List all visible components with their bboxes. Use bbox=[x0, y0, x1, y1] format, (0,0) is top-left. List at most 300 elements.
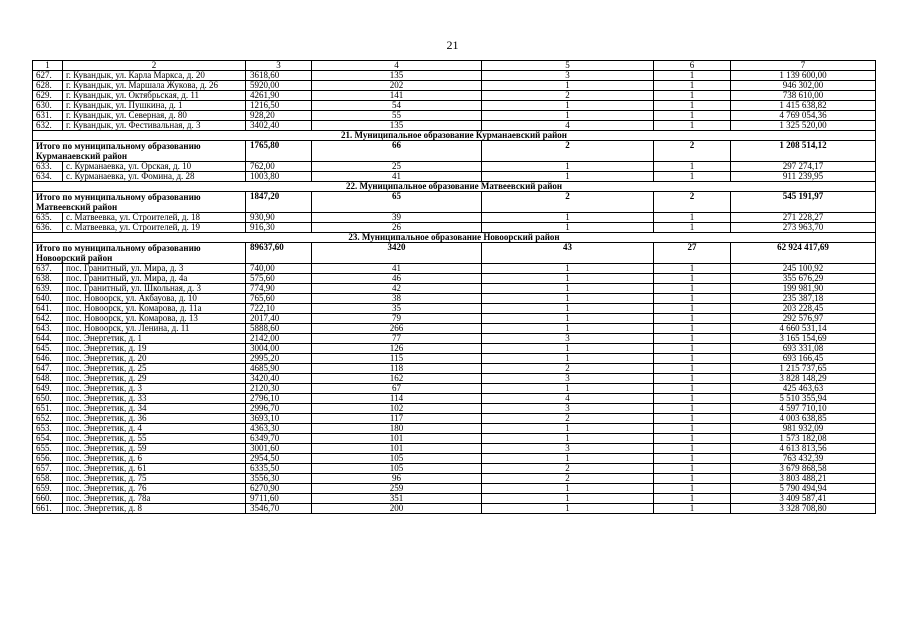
subtotal-row bbox=[33, 192, 876, 213]
residents-cell: 46 bbox=[312, 274, 482, 284]
table-row bbox=[33, 444, 876, 454]
residents-cell: 55 bbox=[312, 111, 482, 121]
residents-cell: 135 bbox=[312, 71, 482, 81]
table-row bbox=[33, 284, 876, 294]
table-row bbox=[33, 414, 876, 424]
col6-cell: 1 bbox=[654, 394, 731, 404]
row-number: 630. bbox=[33, 101, 63, 111]
cost-cell: 235 387,18 bbox=[731, 294, 876, 304]
cost-cell: 3 165 154,69 bbox=[731, 334, 876, 344]
residents-cell: 162 bbox=[312, 374, 482, 384]
cost-cell: 4 660 531,14 bbox=[731, 324, 876, 334]
col6-cell: 1 bbox=[654, 81, 731, 91]
address-cell: г. Кувандык, ул. Северная, д. 80 bbox=[63, 111, 246, 121]
total-col6: 2 bbox=[654, 141, 731, 162]
col6-cell: 1 bbox=[654, 504, 731, 514]
col5-cell: 1 bbox=[482, 101, 654, 111]
col6-cell: 1 bbox=[654, 264, 731, 274]
area-cell: 762,00 bbox=[246, 162, 312, 172]
row-number: 651. bbox=[33, 404, 63, 414]
cost-cell: 693 166,45 bbox=[731, 354, 876, 364]
col6-cell: 1 bbox=[654, 414, 731, 424]
residents-cell: 77 bbox=[312, 334, 482, 344]
col6-cell: 1 bbox=[654, 162, 731, 172]
area-cell: 4363,30 bbox=[246, 424, 312, 434]
subtotal-label: Итого по муниципальному образованию Матвеевский район bbox=[33, 192, 246, 213]
area-cell: 774,90 bbox=[246, 284, 312, 294]
row-number: 632. bbox=[33, 121, 63, 131]
address-cell: пос. Энергетик, д. 76 bbox=[63, 484, 246, 494]
column-number: 6 bbox=[654, 61, 731, 71]
row-number: 642. bbox=[33, 314, 63, 324]
residents-cell: 102 bbox=[312, 404, 482, 414]
col5-cell: 1 bbox=[482, 213, 654, 223]
residents-cell: 200 bbox=[312, 504, 482, 514]
cost-cell: 5 510 355,94 bbox=[731, 394, 876, 404]
col5-cell: 1 bbox=[482, 294, 654, 304]
col5-cell: 1 bbox=[482, 324, 654, 334]
col6-cell: 1 bbox=[654, 111, 731, 121]
table-row bbox=[33, 334, 876, 344]
cost-cell: 1 325 520,00 bbox=[731, 121, 876, 131]
address-cell: с. Матвеевка, ул. Строителей, д. 19 bbox=[63, 223, 246, 233]
row-number: 659. bbox=[33, 484, 63, 494]
col6-cell: 1 bbox=[654, 71, 731, 81]
address-cell: пос. Гранитный, ул. Мира, д. 4а bbox=[63, 274, 246, 284]
residents-cell: 105 bbox=[312, 464, 482, 474]
cost-cell: 199 981,90 bbox=[731, 284, 876, 294]
total-area: 89637,60 bbox=[246, 243, 312, 264]
residents-cell: 118 bbox=[312, 364, 482, 374]
col5-cell: 1 bbox=[482, 484, 654, 494]
table-row bbox=[33, 354, 876, 364]
row-number: 637. bbox=[33, 264, 63, 274]
column-number: 5 bbox=[482, 61, 654, 71]
col5-cell: 2 bbox=[482, 364, 654, 374]
col5-cell: 1 bbox=[482, 384, 654, 394]
row-number: 634. bbox=[33, 172, 63, 182]
area-cell: 930,90 bbox=[246, 213, 312, 223]
col6-cell: 1 bbox=[654, 484, 731, 494]
table-row bbox=[33, 494, 876, 504]
table-row bbox=[33, 314, 876, 324]
residents-cell: 266 bbox=[312, 324, 482, 334]
row-number: 655. bbox=[33, 444, 63, 454]
cost-cell: 292 576,97 bbox=[731, 314, 876, 324]
cost-cell: 3 803 488,21 bbox=[731, 474, 876, 484]
subtotal-row bbox=[33, 243, 876, 264]
address-cell: г. Кувандык, ул. Маршала Жукова, д. 26 bbox=[63, 81, 246, 91]
residents-cell: 101 bbox=[312, 434, 482, 444]
residents-cell: 35 bbox=[312, 304, 482, 314]
cost-cell: 911 239,95 bbox=[731, 172, 876, 182]
col5-cell: 1 bbox=[482, 504, 654, 514]
table-row bbox=[33, 394, 876, 404]
col5-cell: 1 bbox=[482, 314, 654, 324]
row-number: 658. bbox=[33, 474, 63, 484]
col5-cell: 3 bbox=[482, 444, 654, 454]
area-cell: 9711,60 bbox=[246, 494, 312, 504]
section-heading-row bbox=[33, 182, 876, 192]
area-cell: 2996,70 bbox=[246, 404, 312, 414]
section-heading-row bbox=[33, 131, 876, 141]
table-body bbox=[33, 61, 876, 514]
col6-cell: 1 bbox=[654, 364, 731, 374]
col5-cell: 4 bbox=[482, 121, 654, 131]
area-cell: 740,00 bbox=[246, 264, 312, 274]
row-number: 648. bbox=[33, 374, 63, 384]
table-row bbox=[33, 464, 876, 474]
table-row bbox=[33, 474, 876, 484]
address-cell: с. Курманаевка, ул. Фомина, д. 28 bbox=[63, 172, 246, 182]
table-row bbox=[33, 274, 876, 284]
residents-cell: 26 bbox=[312, 223, 482, 233]
col6-cell: 1 bbox=[654, 213, 731, 223]
col5-cell: 1 bbox=[482, 111, 654, 121]
row-number: 649. bbox=[33, 384, 63, 394]
cost-cell: 297 274,17 bbox=[731, 162, 876, 172]
residents-cell: 105 bbox=[312, 454, 482, 464]
address-cell: пос. Новоорск, ул. Комарова, д. 13 bbox=[63, 314, 246, 324]
residents-cell: 41 bbox=[312, 172, 482, 182]
address-cell: г. Кувандык, ул. Фестивальная, д. 3 bbox=[63, 121, 246, 131]
residents-cell: 141 bbox=[312, 91, 482, 101]
row-number: 629. bbox=[33, 91, 63, 101]
col6-cell: 1 bbox=[654, 354, 731, 364]
address-cell: г. Кувандык, ул. Октябрьская, д. 11 bbox=[63, 91, 246, 101]
table-row bbox=[33, 424, 876, 434]
table-row bbox=[33, 162, 876, 172]
cost-cell: 245 100,92 bbox=[731, 264, 876, 274]
col6-cell: 1 bbox=[654, 384, 731, 394]
area-cell: 3618,60 bbox=[246, 71, 312, 81]
col6-cell: 1 bbox=[654, 424, 731, 434]
col5-cell: 3 bbox=[482, 374, 654, 384]
col6-cell: 1 bbox=[654, 374, 731, 384]
address-cell: пос. Энергетик, д. 8 bbox=[63, 504, 246, 514]
table-row bbox=[33, 374, 876, 384]
subtotal-label: Итого по муниципальному образованию Новоорский район bbox=[33, 243, 246, 264]
address-cell: пос. Энергетик, д. 19 bbox=[63, 344, 246, 354]
column-number: 3 bbox=[246, 61, 312, 71]
column-number: 2 bbox=[63, 61, 246, 71]
address-cell: пос. Энергетик, д. 36 bbox=[63, 414, 246, 424]
col6-cell: 1 bbox=[654, 121, 731, 131]
col5-cell: 1 bbox=[482, 424, 654, 434]
cost-cell: 5 790 494,94 bbox=[731, 484, 876, 494]
area-cell: 575,60 bbox=[246, 274, 312, 284]
cost-cell: 946 302,00 bbox=[731, 81, 876, 91]
table-row bbox=[33, 172, 876, 182]
area-cell: 3546,70 bbox=[246, 504, 312, 514]
area-cell: 3001,60 bbox=[246, 444, 312, 454]
col5-cell: 3 bbox=[482, 71, 654, 81]
address-cell: пос. Гранитный, ул. Мира, д. 3 bbox=[63, 264, 246, 274]
cost-cell: 271 228,27 bbox=[731, 213, 876, 223]
residents-cell: 202 bbox=[312, 81, 482, 91]
col6-cell: 1 bbox=[654, 172, 731, 182]
cost-cell: 1 573 182,08 bbox=[731, 434, 876, 444]
row-number: 640. bbox=[33, 294, 63, 304]
subtotal-label: Итого по муниципальному образованию Курманаевский район bbox=[33, 141, 246, 162]
area-cell: 2120,30 bbox=[246, 384, 312, 394]
residents-cell: 54 bbox=[312, 101, 482, 111]
area-cell: 3556,30 bbox=[246, 474, 312, 484]
table-row bbox=[33, 213, 876, 223]
col5-cell: 1 bbox=[482, 354, 654, 364]
cost-cell: 203 228,45 bbox=[731, 304, 876, 314]
address-cell: пос. Энергетик, д. 20 bbox=[63, 354, 246, 364]
area-cell: 5920,00 bbox=[246, 81, 312, 91]
cost-cell: 1 415 638,82 bbox=[731, 101, 876, 111]
area-cell: 928,20 bbox=[246, 111, 312, 121]
residents-cell: 351 bbox=[312, 494, 482, 504]
residents-cell: 38 bbox=[312, 294, 482, 304]
col6-cell: 1 bbox=[654, 223, 731, 233]
area-cell: 916,30 bbox=[246, 223, 312, 233]
address-cell: пос. Энергетик, д. 3 bbox=[63, 384, 246, 394]
col6-cell: 1 bbox=[654, 434, 731, 444]
table-row bbox=[33, 121, 876, 131]
address-cell: пос. Новоорск, ул. Ленина, д. 11 bbox=[63, 324, 246, 334]
cost-cell: 4 769 054,36 bbox=[731, 111, 876, 121]
table-row bbox=[33, 324, 876, 334]
total-residents: 65 bbox=[312, 192, 482, 213]
cost-cell: 273 963,70 bbox=[731, 223, 876, 233]
row-number: 646. bbox=[33, 354, 63, 364]
table-row bbox=[33, 264, 876, 274]
table-row bbox=[33, 91, 876, 101]
col6-cell: 1 bbox=[654, 294, 731, 304]
row-number: 627. bbox=[33, 71, 63, 81]
column-number: 7 bbox=[731, 61, 876, 71]
col6-cell: 1 bbox=[654, 91, 731, 101]
area-cell: 765,60 bbox=[246, 294, 312, 304]
area-cell: 2796,10 bbox=[246, 394, 312, 404]
cost-cell: 1 139 600,00 bbox=[731, 71, 876, 81]
section-heading-row bbox=[33, 233, 876, 243]
section-title: 21. Муниципальное образование Курманаевский район bbox=[33, 131, 876, 141]
column-number: 1 bbox=[33, 61, 63, 71]
col5-cell: 1 bbox=[482, 172, 654, 182]
cost-cell: 693 331,08 bbox=[731, 344, 876, 354]
area-cell: 2954,50 bbox=[246, 454, 312, 464]
address-cell: пос. Энергетик, д. 61 bbox=[63, 464, 246, 474]
table-row bbox=[33, 364, 876, 374]
col5-cell: 2 bbox=[482, 91, 654, 101]
row-number: 643. bbox=[33, 324, 63, 334]
row-number: 636. bbox=[33, 223, 63, 233]
table-row bbox=[33, 454, 876, 464]
area-cell: 6270,90 bbox=[246, 484, 312, 494]
residents-cell: 25 bbox=[312, 162, 482, 172]
area-cell: 6335,50 bbox=[246, 464, 312, 474]
col6-cell: 1 bbox=[654, 344, 731, 354]
col5-cell: 4 bbox=[482, 394, 654, 404]
address-cell: с. Курманаевка, ул. Орская, д. 10 bbox=[63, 162, 246, 172]
address-cell: пос. Новоорск, ул. Комарова, д. 11а bbox=[63, 304, 246, 314]
page-number: 21 bbox=[446, 38, 459, 52]
address-cell: пос. Энергетик, д. 33 bbox=[63, 394, 246, 404]
residents-cell: 79 bbox=[312, 314, 482, 324]
address-cell: пос. Гранитный, ул. Школьная, д. 3 bbox=[63, 284, 246, 294]
col6-cell: 1 bbox=[654, 454, 731, 464]
total-area: 1765,80 bbox=[246, 141, 312, 162]
area-cell: 6349,70 bbox=[246, 434, 312, 444]
row-number: 656. bbox=[33, 454, 63, 464]
area-cell: 2017,40 bbox=[246, 314, 312, 324]
total-col6: 27 bbox=[654, 243, 731, 264]
table-row bbox=[33, 304, 876, 314]
residents-cell: 42 bbox=[312, 284, 482, 294]
row-number: 652. bbox=[33, 414, 63, 424]
cost-cell: 763 432,39 bbox=[731, 454, 876, 464]
col5-cell: 1 bbox=[482, 274, 654, 284]
residents-cell: 126 bbox=[312, 344, 482, 354]
cost-cell: 4 597 710,10 bbox=[731, 404, 876, 414]
row-number: 657. bbox=[33, 464, 63, 474]
column-number-row bbox=[33, 61, 876, 71]
residents-cell: 259 bbox=[312, 484, 482, 494]
address-cell: пос. Энергетик, д. 4 bbox=[63, 424, 246, 434]
total-area: 1847,20 bbox=[246, 192, 312, 213]
col5-cell: 1 bbox=[482, 284, 654, 294]
table-row bbox=[33, 344, 876, 354]
row-number: 633. bbox=[33, 162, 63, 172]
total-residents: 66 bbox=[312, 141, 482, 162]
residents-cell: 41 bbox=[312, 264, 482, 274]
table-row bbox=[33, 434, 876, 444]
address-cell: г. Кувандык, ул. Карла Маркса, д. 20 bbox=[63, 71, 246, 81]
row-number: 641. bbox=[33, 304, 63, 314]
section-title: 23. Муниципальное образование Новоорский район bbox=[33, 233, 876, 243]
col5-cell: 1 bbox=[482, 223, 654, 233]
col5-cell: 1 bbox=[482, 304, 654, 314]
col5-cell: 1 bbox=[482, 81, 654, 91]
col5-cell: 3 bbox=[482, 404, 654, 414]
row-number: 635. bbox=[33, 213, 63, 223]
address-cell: пос. Энергетик, д. 29 bbox=[63, 374, 246, 384]
row-number: 628. bbox=[33, 81, 63, 91]
cost-cell: 3 409 587,41 bbox=[731, 494, 876, 504]
row-number: 644. bbox=[33, 334, 63, 344]
row-number: 647. bbox=[33, 364, 63, 374]
area-cell: 3004,00 bbox=[246, 344, 312, 354]
col6-cell: 1 bbox=[654, 494, 731, 504]
col6-cell: 1 bbox=[654, 474, 731, 484]
table-row bbox=[33, 101, 876, 111]
cost-cell: 738 610,00 bbox=[731, 91, 876, 101]
cost-cell: 981 932,09 bbox=[731, 424, 876, 434]
cost-cell: 1 215 737,65 bbox=[731, 364, 876, 374]
col5-cell: 1 bbox=[482, 344, 654, 354]
residents-cell: 39 bbox=[312, 213, 482, 223]
residents-cell: 114 bbox=[312, 394, 482, 404]
col5-cell: 1 bbox=[482, 162, 654, 172]
total-cost: 545 191,97 bbox=[731, 192, 876, 213]
cost-cell: 4 003 638,85 bbox=[731, 414, 876, 424]
col5-cell: 3 bbox=[482, 334, 654, 344]
area-cell: 4261,90 bbox=[246, 91, 312, 101]
cost-cell: 3 328 708,80 bbox=[731, 504, 876, 514]
area-cell: 4685,90 bbox=[246, 364, 312, 374]
col6-cell: 1 bbox=[654, 284, 731, 294]
col6-cell: 1 bbox=[654, 444, 731, 454]
area-cell: 1003,80 bbox=[246, 172, 312, 182]
section-title: 22. Муниципальное образование Матвеевский район bbox=[33, 182, 876, 192]
residents-cell: 96 bbox=[312, 474, 482, 484]
col6-cell: 1 bbox=[654, 464, 731, 474]
housing-program-table bbox=[32, 60, 876, 514]
column-number: 4 bbox=[312, 61, 482, 71]
col5-cell: 1 bbox=[482, 494, 654, 504]
residents-cell: 180 bbox=[312, 424, 482, 434]
col5-cell: 1 bbox=[482, 264, 654, 274]
row-number: 654. bbox=[33, 434, 63, 444]
area-cell: 3693,10 bbox=[246, 414, 312, 424]
total-cost: 1 208 514,12 bbox=[731, 141, 876, 162]
table-row bbox=[33, 484, 876, 494]
row-number: 638. bbox=[33, 274, 63, 284]
address-cell: пос. Энергетик, д. 1 bbox=[63, 334, 246, 344]
col5-cell: 2 bbox=[482, 464, 654, 474]
total-col6: 2 bbox=[654, 192, 731, 213]
address-cell: пос. Энергетик, д. 6 bbox=[63, 454, 246, 464]
col6-cell: 1 bbox=[654, 404, 731, 414]
row-number: 631. bbox=[33, 111, 63, 121]
col6-cell: 1 bbox=[654, 314, 731, 324]
col5-cell: 2 bbox=[482, 474, 654, 484]
cost-cell: 425 463,63 bbox=[731, 384, 876, 394]
row-number: 660. bbox=[33, 494, 63, 504]
total-residents: 3420 bbox=[312, 243, 482, 264]
area-cell: 3402,40 bbox=[246, 121, 312, 131]
area-cell: 1216,50 bbox=[246, 101, 312, 111]
cost-cell: 3 679 868,58 bbox=[731, 464, 876, 474]
row-number: 653. bbox=[33, 424, 63, 434]
col5-cell: 2 bbox=[482, 414, 654, 424]
table-row bbox=[33, 223, 876, 233]
table-row bbox=[33, 294, 876, 304]
residents-cell: 67 bbox=[312, 384, 482, 394]
col5-cell: 1 bbox=[482, 454, 654, 464]
subtotal-row bbox=[33, 141, 876, 162]
address-cell: пос. Энергетик, д. 78а bbox=[63, 494, 246, 504]
residents-cell: 135 bbox=[312, 121, 482, 131]
address-cell: пос. Энергетик, д. 75 bbox=[63, 474, 246, 484]
residents-cell: 101 bbox=[312, 444, 482, 454]
row-number: 661. bbox=[33, 504, 63, 514]
total-col5: 2 bbox=[482, 192, 654, 213]
area-cell: 722,10 bbox=[246, 304, 312, 314]
total-col5: 43 bbox=[482, 243, 654, 264]
area-cell: 5888,60 bbox=[246, 324, 312, 334]
total-col5: 2 bbox=[482, 141, 654, 162]
area-cell: 2142,00 bbox=[246, 334, 312, 344]
address-cell: пос. Новоорск, ул. Акбауова, д. 10 bbox=[63, 294, 246, 304]
table-row bbox=[33, 71, 876, 81]
table-row bbox=[33, 111, 876, 121]
col6-cell: 1 bbox=[654, 274, 731, 284]
cost-cell: 355 676,29 bbox=[731, 274, 876, 284]
table-row bbox=[33, 404, 876, 414]
table-row bbox=[33, 504, 876, 514]
address-cell: г. Кувандык, ул. Пушкина, д. 1 bbox=[63, 101, 246, 111]
address-cell: пос. Энергетик, д. 25 bbox=[63, 364, 246, 374]
residents-cell: 117 bbox=[312, 414, 482, 424]
cost-cell: 3 828 148,29 bbox=[731, 374, 876, 384]
cost-cell: 4 613 813,56 bbox=[731, 444, 876, 454]
